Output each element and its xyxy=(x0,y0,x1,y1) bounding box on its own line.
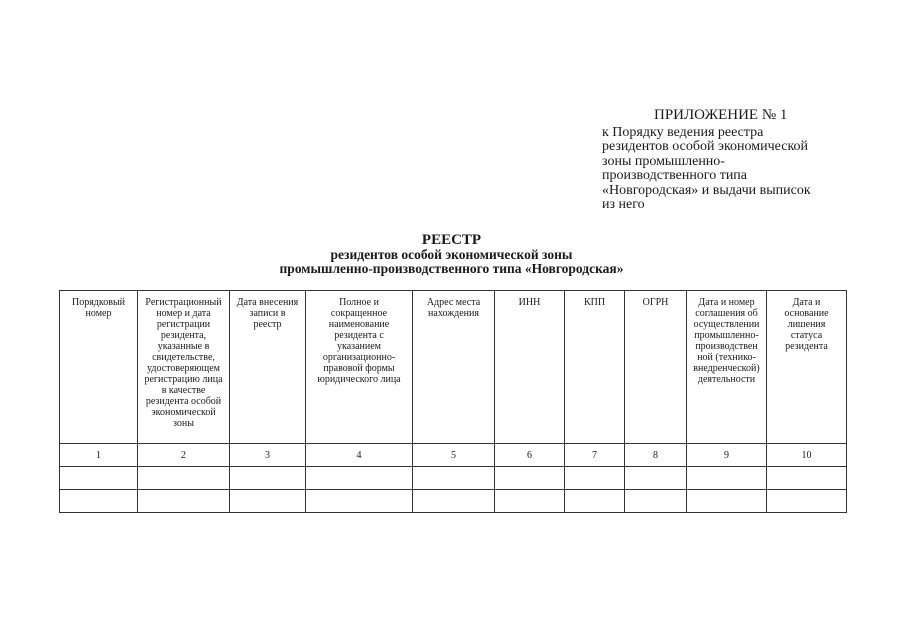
column-header-line: номер и дата xyxy=(156,308,211,319)
column-header-line: наименование xyxy=(328,319,390,330)
column-number: 10 xyxy=(767,444,847,467)
appendix-description xyxy=(602,126,842,212)
column-header-line: Дата и xyxy=(792,297,821,308)
table-cell xyxy=(625,467,687,490)
table-cell xyxy=(625,490,687,513)
table-cell xyxy=(413,467,495,490)
column-header-line: резидента, xyxy=(160,330,207,341)
column-header-line: ной (технико- xyxy=(697,352,756,363)
column-number: 8 xyxy=(625,444,687,467)
header-row xyxy=(60,291,847,444)
column-header xyxy=(230,291,306,444)
appendix-line: «Новгородская» и выдачи выписок xyxy=(602,182,811,198)
appendix-line: резидентов особой экономической xyxy=(602,139,809,155)
column-header-line: Порядковый xyxy=(71,297,126,308)
table-cell xyxy=(230,490,306,513)
column-header-line: резидента особой xyxy=(145,396,222,407)
appendix-line: к Порядку ведения реестра xyxy=(602,125,764,140)
column-header xyxy=(687,291,767,444)
table-cell xyxy=(138,490,230,513)
column-header-line: Дата и номер xyxy=(698,297,755,308)
column-header-line: записи в xyxy=(249,308,286,319)
column-header-line: деятельности xyxy=(697,374,756,385)
table-cell xyxy=(687,490,767,513)
column-header-line: Полное и xyxy=(339,297,379,308)
table-cell xyxy=(306,490,413,513)
column-number: 4 xyxy=(306,444,413,467)
column-number: 9 xyxy=(687,444,767,467)
column-header-line: указанные в xyxy=(157,341,210,352)
table-cell xyxy=(60,467,138,490)
column-header-line: экономической xyxy=(151,407,216,418)
registry-table xyxy=(59,290,847,513)
table-cell xyxy=(306,467,413,490)
column-header xyxy=(767,291,847,444)
column-number: 5 xyxy=(413,444,495,467)
column-header-line: удостоверяющем xyxy=(146,363,221,374)
register-title: РЕЕСТР xyxy=(421,232,482,248)
column-number: 1 xyxy=(60,444,138,467)
column-header-line: резидента с xyxy=(334,330,384,341)
table-cell xyxy=(138,467,230,490)
column-header-line: правовой формы xyxy=(323,363,395,374)
column-header-line: реестр xyxy=(253,319,282,330)
column-header-line: нахождения xyxy=(428,308,479,319)
column-header-line: осуществлении xyxy=(693,319,760,330)
column-header-line: резидента xyxy=(785,341,828,352)
table-cell xyxy=(767,467,847,490)
column-header xyxy=(495,291,565,444)
table-cell xyxy=(687,467,767,490)
column-number: 6 xyxy=(495,444,565,467)
column-number-row xyxy=(60,444,847,467)
register-subtitle-line-2: промышленно-производственного типа «Новгородская» xyxy=(279,261,624,276)
appendix-line: из него xyxy=(602,197,645,213)
column-header-line: в качестве xyxy=(161,385,206,396)
column-header-line: указанием xyxy=(336,341,381,352)
appendix-line: зоны промышленно- xyxy=(602,153,725,169)
table-cell xyxy=(565,467,625,490)
column-header-line: свидетельстве, xyxy=(152,352,215,363)
column-header-line: КПП xyxy=(583,297,606,308)
table-cell xyxy=(230,467,306,490)
column-header-line: ИНН xyxy=(518,297,541,308)
column-header xyxy=(413,291,495,444)
column-header xyxy=(138,291,230,444)
column-header-line: Дата внесения xyxy=(236,297,299,308)
column-number: 2 xyxy=(138,444,230,467)
column-header-line: ОГРН xyxy=(642,297,669,308)
column-header-line: Адрес места xyxy=(426,297,481,308)
column-header xyxy=(565,291,625,444)
column-header-line: лишения xyxy=(787,319,826,330)
table-cell xyxy=(495,467,565,490)
table-cell xyxy=(60,490,138,513)
register-heading xyxy=(0,232,903,276)
column-number: 3 xyxy=(230,444,306,467)
table-cell xyxy=(495,490,565,513)
column-header-line: организационно- xyxy=(322,352,396,363)
column-header xyxy=(625,291,687,444)
column-header xyxy=(306,291,413,444)
register-subtitle-line-1: резидентов особой экономической зоны xyxy=(330,247,573,262)
appendix-title: ПРИЛОЖЕНИЕ № 1 xyxy=(654,107,788,123)
column-header-line: зоны xyxy=(173,418,194,429)
table-row xyxy=(60,467,847,490)
column-header-line: Регистрационный xyxy=(145,297,222,308)
table-cell xyxy=(767,490,847,513)
table-row xyxy=(60,490,847,513)
column-header-line: соглашения об xyxy=(695,308,758,319)
column-header-line: регистрации xyxy=(156,319,211,330)
column-number: 7 xyxy=(565,444,625,467)
table-cell xyxy=(413,490,495,513)
column-header-line: основание xyxy=(784,308,829,319)
column-header-line: производствен xyxy=(695,341,758,352)
column-header-line: внедренческой) xyxy=(693,363,760,374)
column-header-line: номер xyxy=(85,308,112,319)
column-header-line: сокращенное xyxy=(330,308,388,319)
table-cell xyxy=(565,490,625,513)
column-header-line: статуса xyxy=(790,330,823,341)
column-header-line: регистрацию лица xyxy=(144,374,223,385)
column-header-line: юридического лица xyxy=(317,374,401,385)
appendix-line: производственного типа xyxy=(602,168,748,184)
column-header xyxy=(60,291,138,444)
column-header-line: промышленно- xyxy=(694,330,759,341)
